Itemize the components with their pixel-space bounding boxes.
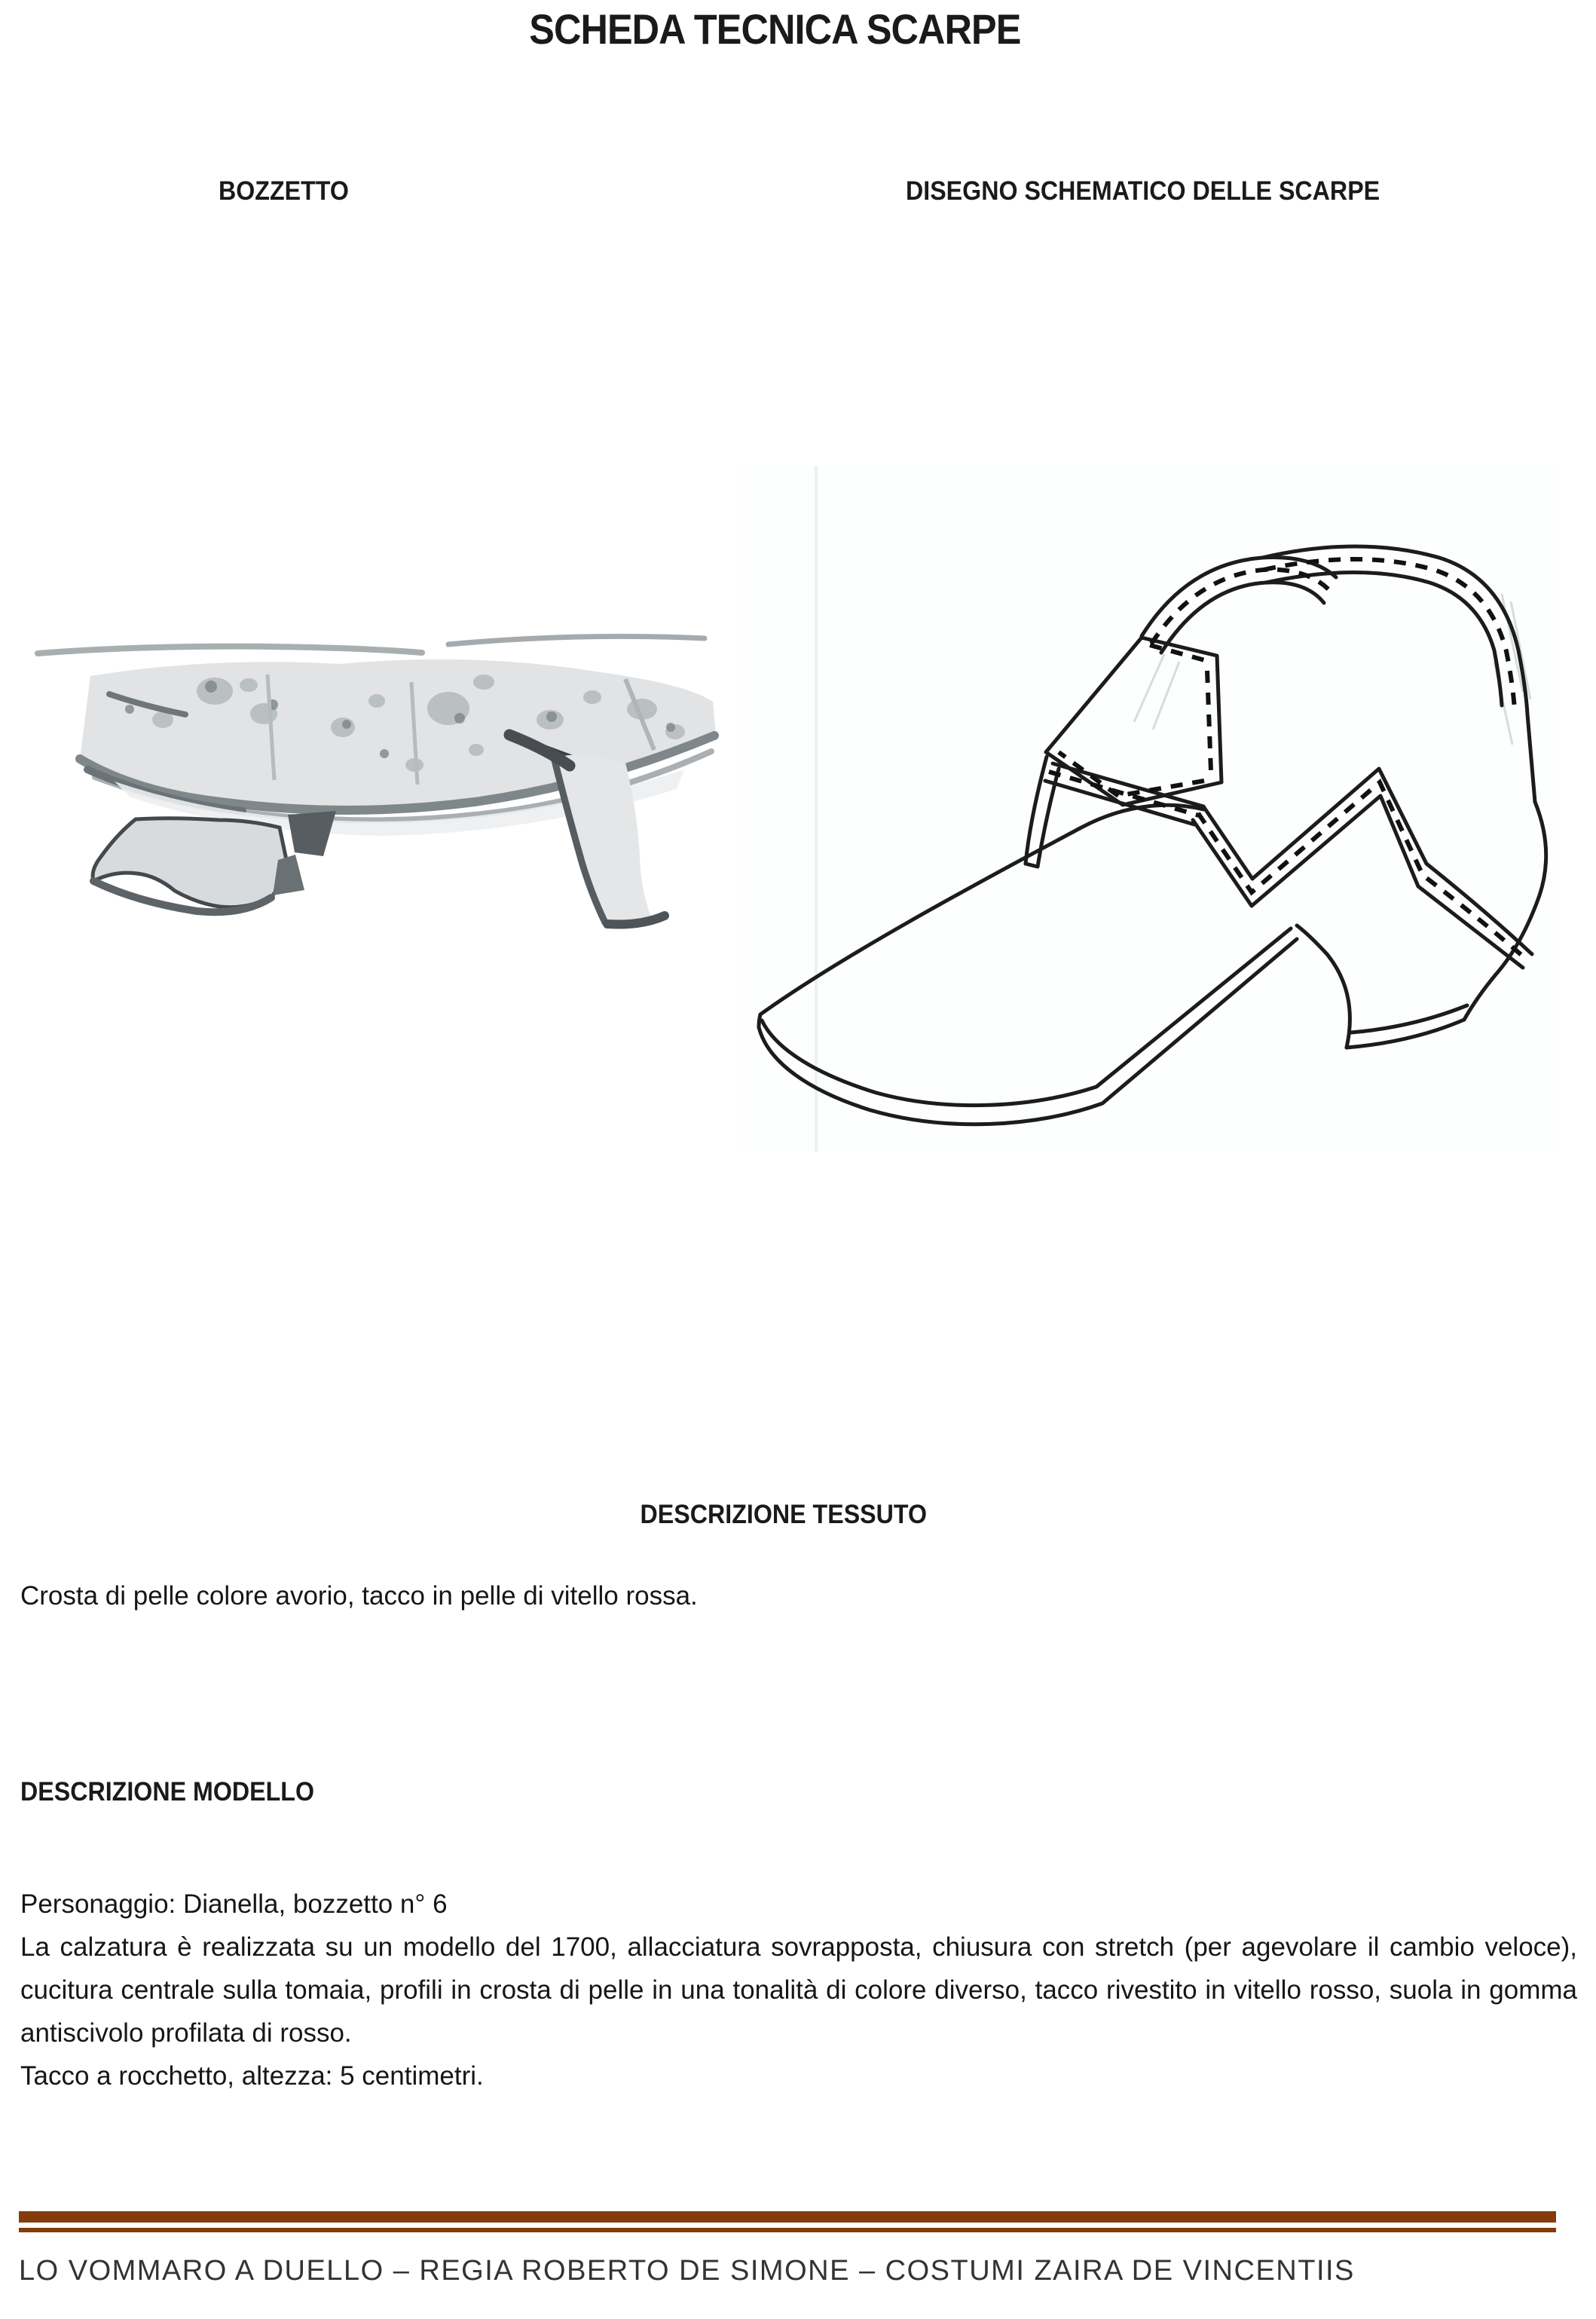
modello-paragraph: La calzatura è realizzata su un modello del 1700, allacciatura sovrapposta, chiusura con stretch (per agevolare il cambio veloce), cucitura centrale sulla tomaia, profili in crosta di pelle in una tonalità di colore diverso, tacco rivestito in vitello rosso, suola in gomma antiscivolo profilata di rosso. [20, 1932, 1577, 2048]
shoe-schematic-image [742, 466, 1556, 1152]
tessuto-heading: DESCRIZIONE TESSUTO [640, 1500, 928, 1529]
bozzetto-sketch-image [23, 629, 727, 931]
right-column-header: DISEGNO SCHEMATICO DELLE SCARPE [906, 176, 1380, 206]
modello-heading: DESCRIZIONE MODELLO [20, 1777, 314, 1807]
page-title: SCHEDA TECNICA SCARPE [528, 5, 1021, 53]
footer-rule-thin [19, 2228, 1556, 2232]
footer-rule-thick [19, 2211, 1556, 2223]
tessuto-body-text: Crosta di pelle colore avorio, tacco in pelle di vitello rossa. [20, 1581, 698, 1611]
footer-credits: LO VOMMARO A DUELLO – REGIA ROBERTO DE SIMONE – COSTUMI ZAIRA DE VINCENTIIS [19, 2255, 1355, 2287]
modello-line-tacco: Tacco a rocchetto, altezza: 5 centimetri. [20, 2061, 484, 2091]
modello-line-personaggio: Personaggio: Dianella, bozzetto n° 6 [20, 1889, 448, 1919]
left-column-header: BOZZETTO [219, 176, 349, 206]
modello-body-text [20, 1883, 1577, 2097]
